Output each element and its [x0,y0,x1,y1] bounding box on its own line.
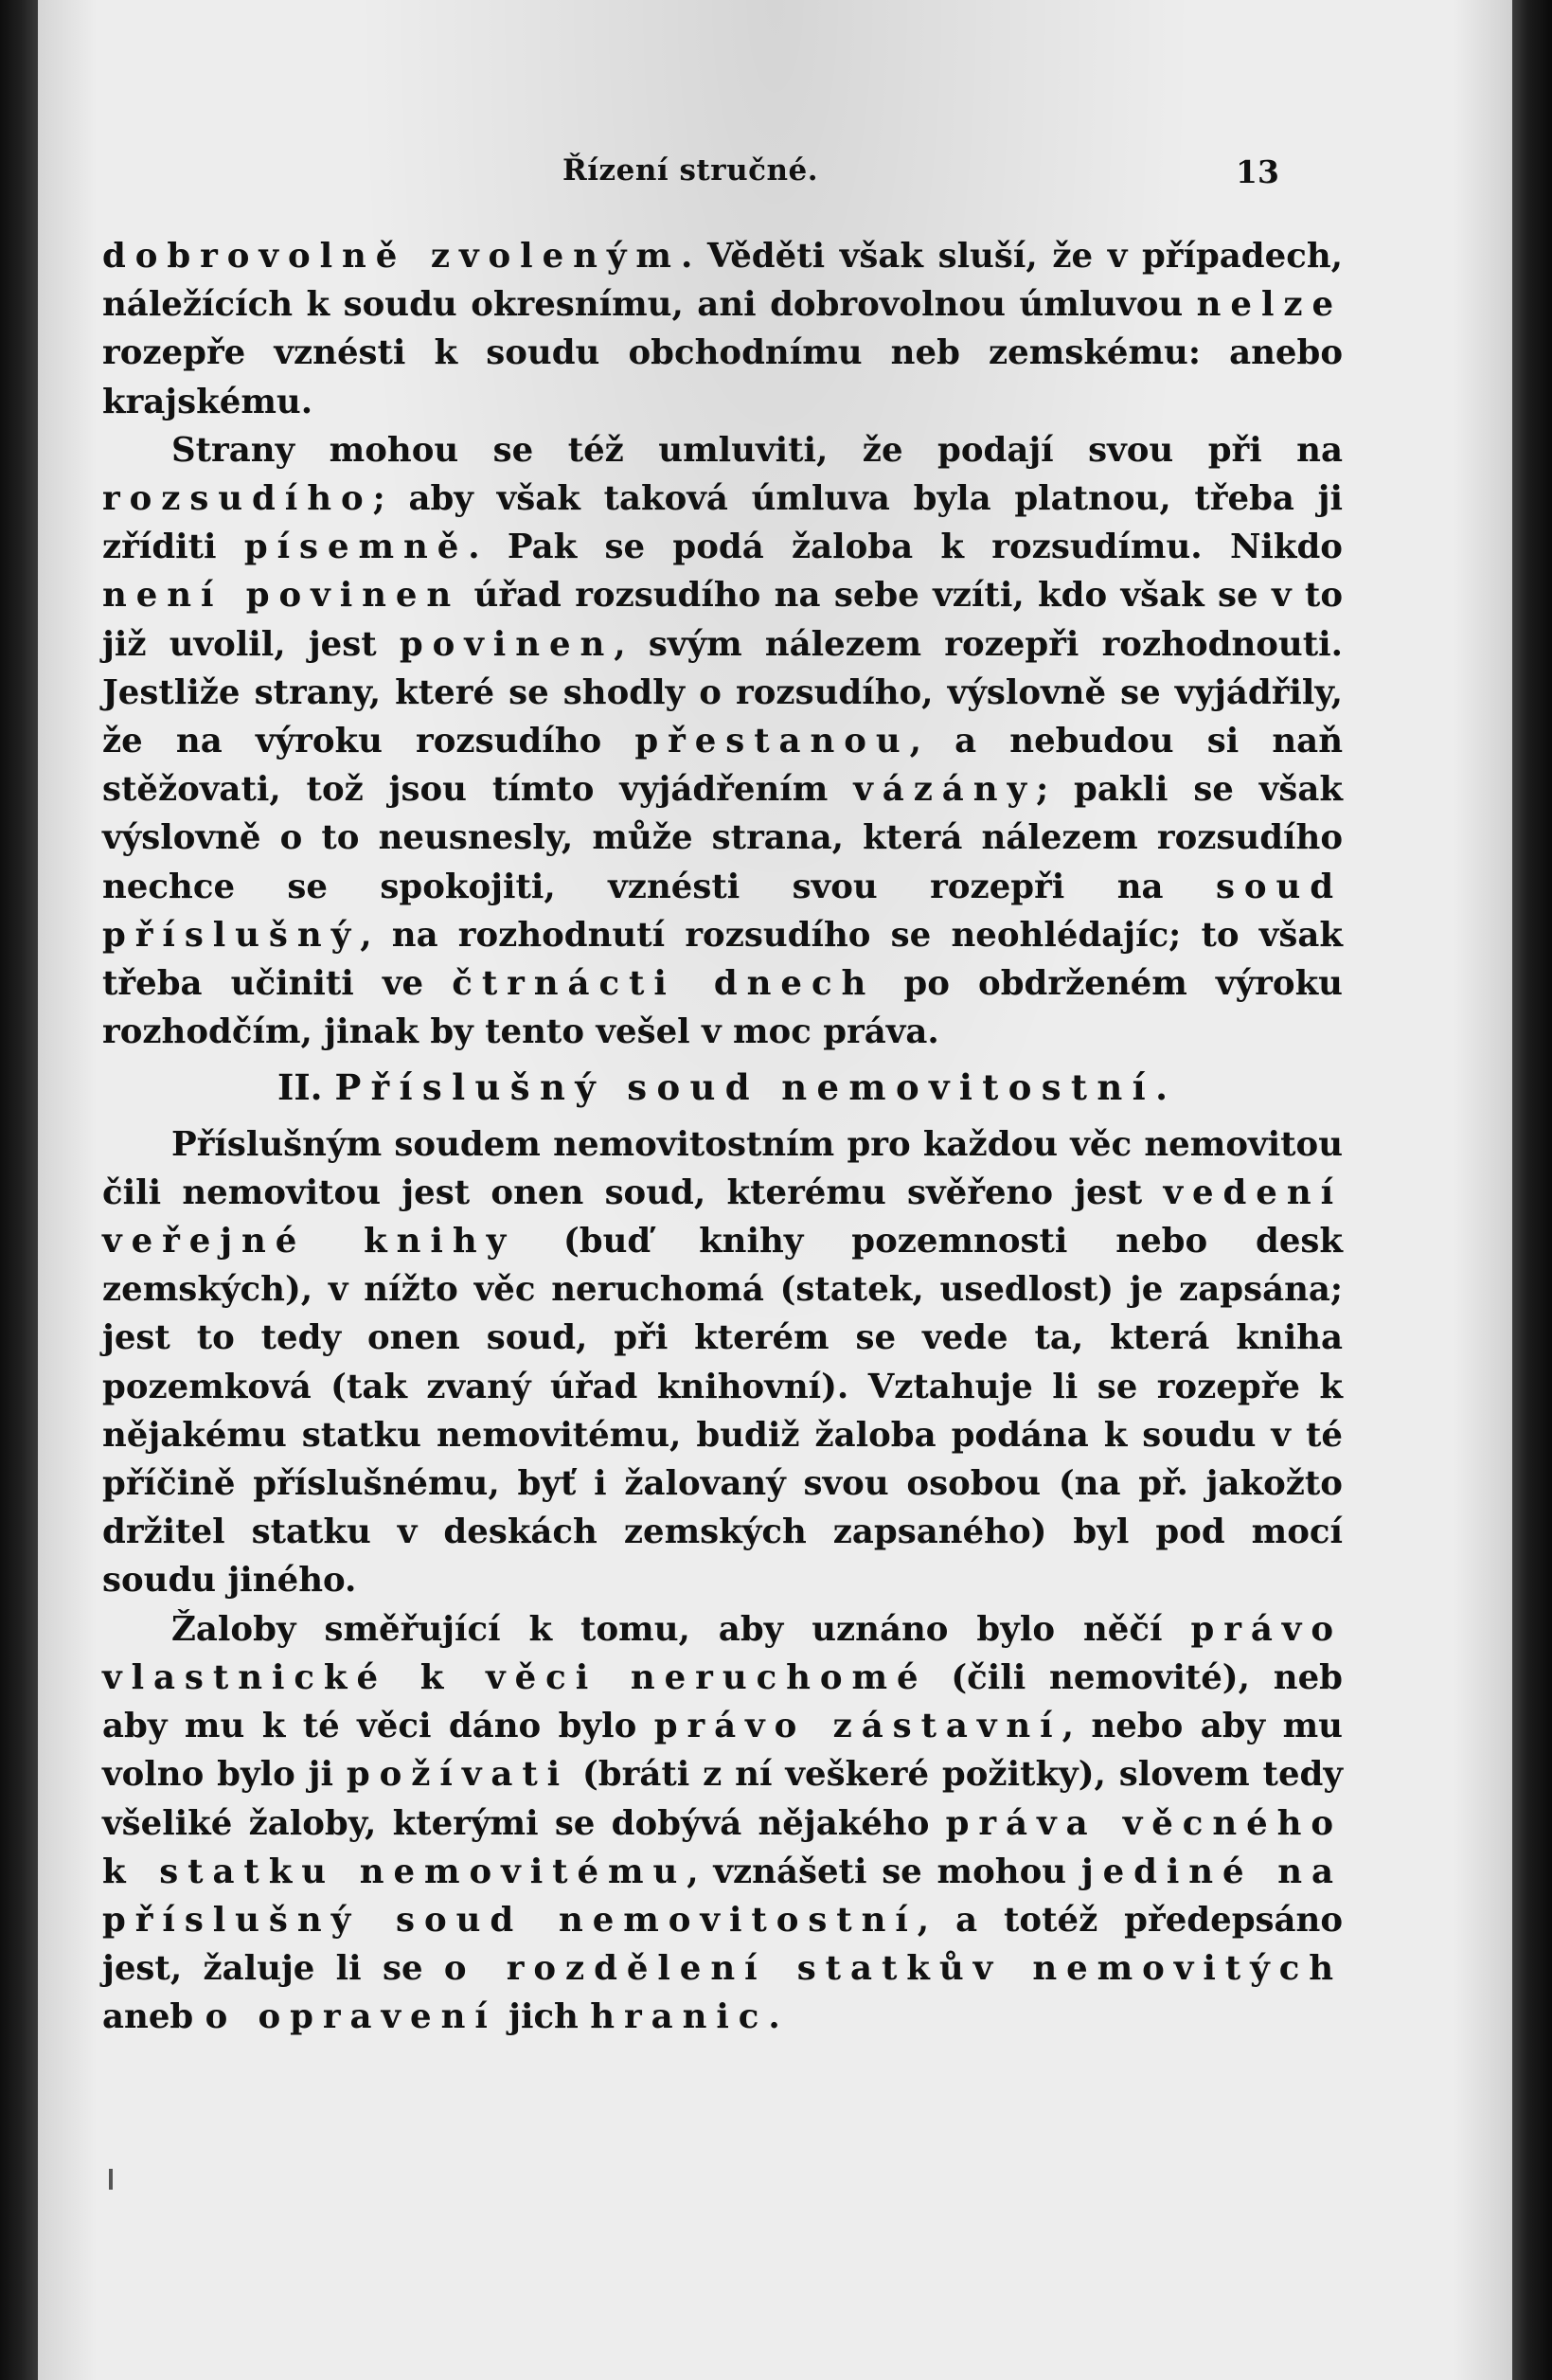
spaced-emphasis: přestanou [634,722,910,761]
text-run: II. [277,1066,335,1109]
text-run: (buď knihy pozemnosti nebo desk zemských), v nížto věc neruchomá (statek, usedlost) je zapsána; jest to tedy onen soud, při kterém se vede ta, která kniha pozemková (tak zvaný úřad knihovní). Vztahuje li se rozepře k nějakému statku nemovitému, budiž žaloba podána k soudu v té příčině příslušnému, byť i žalovaný svou osobou (na př. jakožto držitel statku v deskách zemských zapsaného) byl pod mocí soudu jiného. [102,1222,1343,1601]
text-run: , svým nálezem rozepři rozhodnouti. Jestliže strany, které se shodly o rozsudího, výslovně se vyjádřily, že na výroku rozsudího [102,624,1343,761]
spaced-emphasis: jediné na příslušný soud nemovitostní [102,1852,1343,1940]
spaced-emphasis: povinen [399,624,615,664]
spaced-emphasis: o opravení [205,1997,497,2037]
scan-edge-left [0,0,38,2380]
text-run: aneb [102,1997,205,2037]
text-run: rozepře vznésti k soudu obchodnímu neb zemskému: anebo krajskému. [102,333,1343,421]
spaced-emphasis: dobrovolně zvoleným [102,237,681,276]
text-run: (čili nemovité), neb aby mu k té věci dáno bylo [102,1657,1343,1746]
spaced-emphasis: soud příslušný [102,867,1343,955]
text-run: úřad rozsudího na sebe vzíti, kdo však se v to již uvolil, jest [102,576,1344,664]
spaced-emphasis: rozsudího [102,479,373,519]
spaced-emphasis: vedení veřejné knihy [102,1172,1343,1262]
spaced-emphasis: hranic [590,1997,769,2037]
text-run: . Pak se podá žaloba k rozsudímu. Nikdo [468,528,1343,567]
paragraph [102,232,1343,426]
spaced-emphasis: nelze [1196,285,1343,325]
body-text [102,232,1343,2042]
spaced-emphasis: právo vlastnické k věci neruchomé [102,1609,1343,1697]
text-run: , a nebudou si naň stěžovati, tož jsou tímto vyjádřením [102,722,1343,810]
spaced-emphasis: vázány [853,770,1037,810]
text-run: . [1155,1066,1168,1109]
scan-edge-right [1512,0,1552,2380]
text-run: ; aby však taková úmluva byla platnou, třeba ji zříditi [102,479,1343,567]
text-run: Příslušným soudem nemovitostním pro každou věc nemovitou čili nemovitou jest onen soud, kterému svěřeno jest [102,1124,1343,1212]
text-run: , a totéž předepsáno jest, žaluje li se [102,1900,1343,1989]
spaced-emphasis: čtrnácti dnech [452,964,876,1004]
text-run: (bráti z ní veškeré požitky), slovem tedy všeliké žaloby, kterými se dobývá nějakého [102,1755,1343,1843]
text-run: . Věděti však sluší, že v případech, náležících k soudu okresnímu, ani dobrovolnou úmluvou [102,237,1344,325]
spaced-emphasis: právo zástavní [653,1707,1062,1746]
spaced-emphasis: není povinen [102,576,461,616]
margin-mark [109,2169,113,2190]
running-title: Řízení stručné. [562,153,819,188]
paragraph [102,426,1343,1057]
section-heading [102,1064,1343,1112]
text-run: Žaloby směřující k tomu, aby uznáno bylo něčí [171,1609,1191,1649]
spaced-emphasis: písemně [243,528,469,567]
text-run: Strany mohou se též umluviti, že podají svou při na [171,430,1343,470]
book-page [38,0,1512,2380]
paragraph [102,1120,1343,1605]
text-run: , vznášeti se mohou [687,1852,1081,1891]
spaced-emphasis: požívati [346,1755,570,1795]
text-run: ; pakli se však výslovně o to neusnesly, může strana, která nálezem rozsudího nechce se spokojiti, vznésti svou rozepři na [102,770,1343,906]
spaced-emphasis: práva věcného k statku nemovitému [102,1803,1344,1891]
paragraph [102,1605,1343,2042]
text-run: , na rozhodnutí rozsudího se neohlédajíc; to však třeba učiniti ve [102,915,1343,1004]
running-head [38,153,1512,195]
page-number: 13 [1236,153,1279,190]
text-run: po obdrženém výroku rozhodčím, jinak by tento vešel v moc práva. [102,964,1343,1052]
text-run: . [768,1997,780,2037]
spaced-emphasis: Příslušný soud nemovitostní [334,1066,1156,1109]
spaced-emphasis: o rozdělení statkův nemovitých [443,1949,1344,1989]
text-run: jich [496,1997,591,2037]
text-run: , nebo aby mu volno bylo ji [102,1707,1343,1795]
